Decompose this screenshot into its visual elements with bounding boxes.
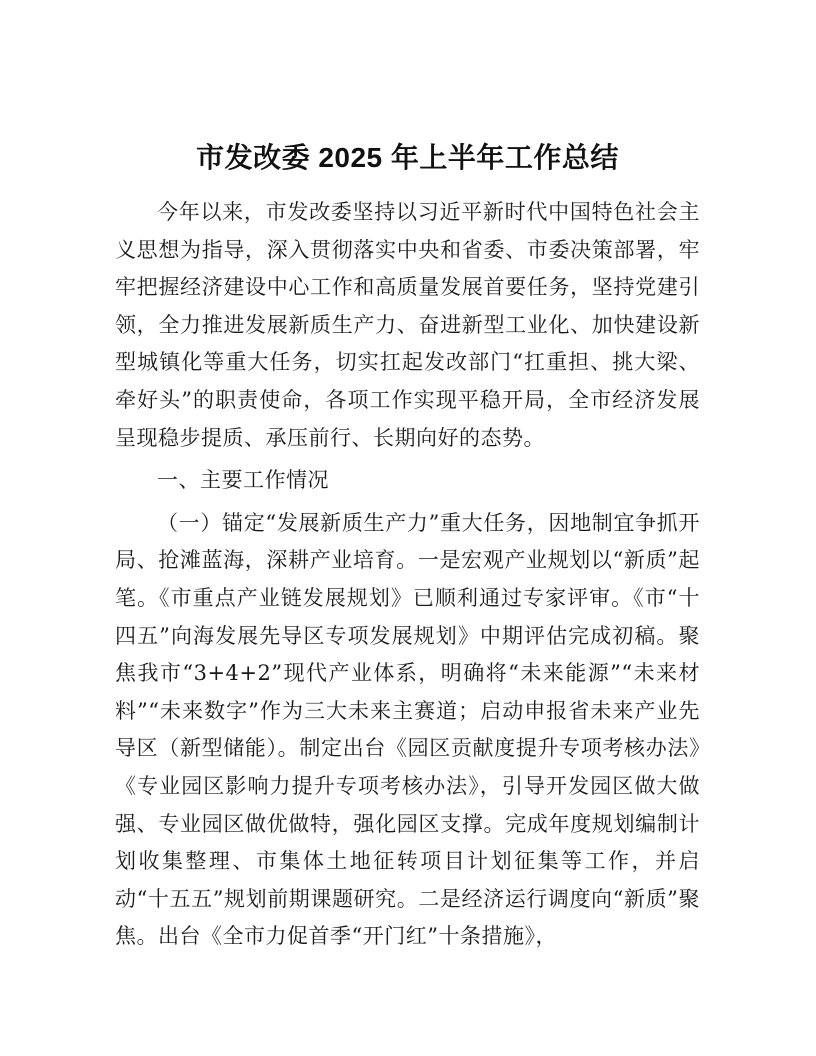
section-heading-main-work: 一、主要工作情况 — [157, 468, 329, 493]
section-1-paragraph: （一）锚定“发展新质生产力”重大任务，因地制宜争抓开局、抢滩蓝海，深耕产业培育。一是宏观产业规划以“新质”起笔。《市重点产业链发展规划》已顺利通过专家评审。《市“十四五”向海发展先导区专项发展规划》中期评估完成初稿。聚焦我市“3+4+2”现代产业体系，明确将“未来能源”“未来材料”“未来数字”作为三大未来主赛道；启动申报省未来产业先导区（新型储能）。制定出台《园区贡献度提升专项考核办法》《专业园区影响力提升专项考核办法》，引导开发园区做大做强、专业园区做优做特，强化园区支撑。完成年度规划编制计划收集整理、市集体土地征转项目计划征集等工作，并启动“十五五”规划前期课题研究。二是经济运行调度向“新质”聚焦。出台《全市力促首季“开门红”十条措施》， — [115, 510, 700, 949]
document-title: 市发改委 2025 年上半年工作总结 — [196, 142, 619, 173]
intro-paragraph: 今年以来，市发改委坚持以习近平新时代中国特色社会主义思想为指导，深入贯彻落实中央和省委、市委决策部署，牢牢把握经济建设中心工作和高质量发展首要任务，坚持党建引领，全力推进发展新质生产力、奋进新型工业化、加快建设新型城镇化等重大任务，切实扛起发改部门“扛重担、挑大梁、牵好头”的职责使命，各项工作实现平稳开局，全市经济发展呈现稳步提质、承压前行、长期向好的态势。 — [115, 200, 700, 450]
